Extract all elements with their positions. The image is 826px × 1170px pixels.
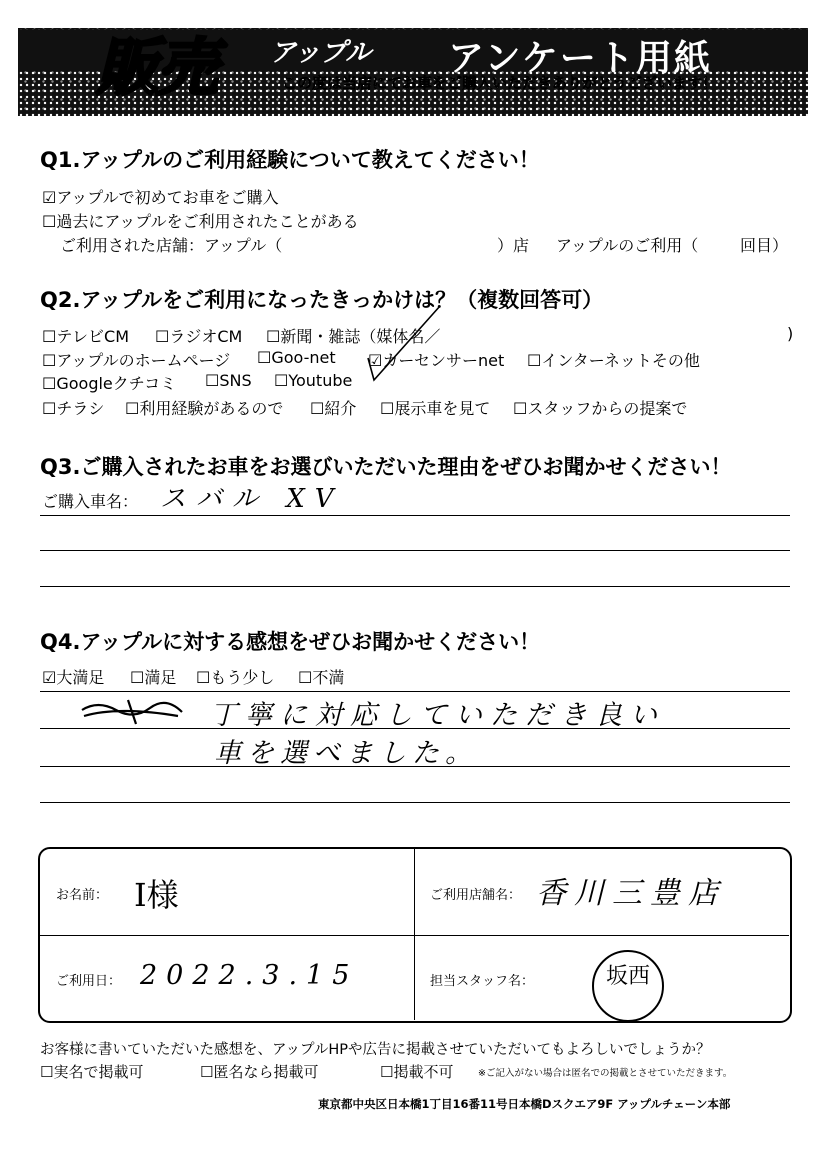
q1-count-prefix: アップルのご利用（ — [556, 236, 699, 255]
q1-title: Q1.アップルのご利用経験について教えてください！ — [40, 148, 540, 172]
q2-radio-cm[interactable]: ☐ラジオCM — [155, 327, 243, 346]
q2-staff-proposal[interactable]: ☐スタッフからの提案で — [513, 399, 688, 418]
q3-car-label: ご購入車名： — [42, 492, 139, 511]
q1-count-suffix: 回目） — [740, 236, 789, 255]
staff-value: 坂西 — [605, 964, 650, 989]
info-box-divider-h — [39, 935, 789, 936]
q2-youtube[interactable]: ☐Youtube — [274, 371, 353, 390]
q4-line-3 — [40, 766, 790, 767]
info-box-divider-v — [414, 848, 415, 1020]
q4-comment-line-1: 丁寧に対応していただき良い — [210, 700, 665, 731]
publish-real-name[interactable]: ☐実名で掲載可 — [40, 1063, 144, 1081]
publish-question: お客様に書いていただいた感想を、アップルHPや広告に掲載させていただいてもよろしいでしょうか？ — [40, 1042, 711, 1058]
publish-not-allowed[interactable]: ☐掲載不可 — [380, 1063, 454, 1081]
q3-line-3 — [40, 586, 790, 587]
publish-note: ※ご記入がない場合は匿名での掲載とさせていただきます。 — [478, 1068, 733, 1079]
q4-very-satisfied[interactable]: ☑大満足 — [42, 668, 105, 687]
q2-internet-other[interactable]: ☐インターネットその他 — [527, 351, 700, 370]
q4-satisfied[interactable]: ☐満足 — [130, 668, 177, 687]
header-subtitle: この度は当店にてお車をご購入いただきありがとうございます！ — [282, 74, 718, 92]
q2-homepage[interactable]: ☐アップルのホームページ — [42, 351, 231, 370]
q4-comment-line-2: 車を選べました。 — [214, 738, 478, 769]
handwritten-check-mark — [360, 298, 450, 388]
q4-slightly[interactable]: ☐もう少し — [196, 668, 275, 687]
date-label: ご利用日： — [56, 974, 122, 989]
name-value: I様 — [134, 876, 179, 914]
apple-logo: アップル — [270, 38, 372, 68]
publish-anonymous[interactable]: ☐匿名なら掲載可 — [200, 1063, 319, 1081]
q4-line-2 — [40, 728, 790, 729]
q1-store-suffix: ）店 — [497, 236, 530, 255]
date-value: 2022.3.15 — [140, 960, 359, 991]
q3-line-2 — [40, 550, 790, 551]
q2-flyer[interactable]: ☐チラシ — [42, 399, 105, 418]
q3-title: Q3.ご購入されたお車をお選びいただいた理由をぜひお聞かせください！ — [40, 455, 732, 479]
q2-title: Q2.アップルをご利用になったきっかけは？（複数回答可） — [40, 288, 604, 312]
scribbled-out-text — [78, 696, 190, 726]
staff-label: 担当スタッフ名： — [430, 974, 535, 989]
q2-newspaper[interactable]: ☐新聞・雑誌（媒体名／ — [266, 327, 441, 346]
header-big-text: 販売 — [96, 31, 217, 104]
q4-line-1 — [40, 691, 790, 692]
hq-address: 東京都中央区日本橋1丁目16番11号日本橋Dスクエア9F アップルチェーン本部 — [318, 1097, 731, 1111]
q1-option-first-purchase[interactable]: ☑アップルで初めてお車をご購入 — [42, 188, 279, 207]
q1-option-past-use[interactable]: ☐過去にアップルをご利用されたことがある — [42, 212, 359, 231]
q3-car-value: スバル XV — [160, 484, 344, 514]
q2-referral[interactable]: ☐紹介 — [310, 399, 357, 418]
q4-unsatisfied[interactable]: ☐不満 — [298, 668, 345, 687]
q2-goo-net[interactable]: ☐Goo-net — [257, 348, 336, 367]
q4-line-4 — [40, 802, 790, 803]
q2-google-review[interactable]: ☐Googleクチコミ — [42, 374, 177, 393]
store-label: ご利用店舗名： — [430, 888, 522, 903]
q2-carsensor[interactable]: ☑カーセンサーnet — [368, 351, 505, 370]
q2-newspaper-close: ) — [787, 324, 794, 343]
q2-experience[interactable]: ☐利用経験があるので — [125, 399, 284, 418]
q2-showroom[interactable]: ☐展示車を見て — [380, 399, 491, 418]
q2-sns[interactable]: ☐SNS — [205, 371, 252, 390]
q4-title: Q4.アップルに対する感想をぜひお聞かせください！ — [40, 630, 541, 654]
q3-line-1 — [40, 515, 790, 516]
q2-tv-cm[interactable]: ☐テレビCM — [42, 327, 130, 346]
q1-store-prefix: ご利用された店舗：アップル（ — [60, 236, 283, 255]
name-label: お名前： — [56, 888, 109, 903]
header-title: アンケート用紙 — [448, 38, 712, 79]
store-value: 香川三豊店 — [536, 876, 726, 911]
